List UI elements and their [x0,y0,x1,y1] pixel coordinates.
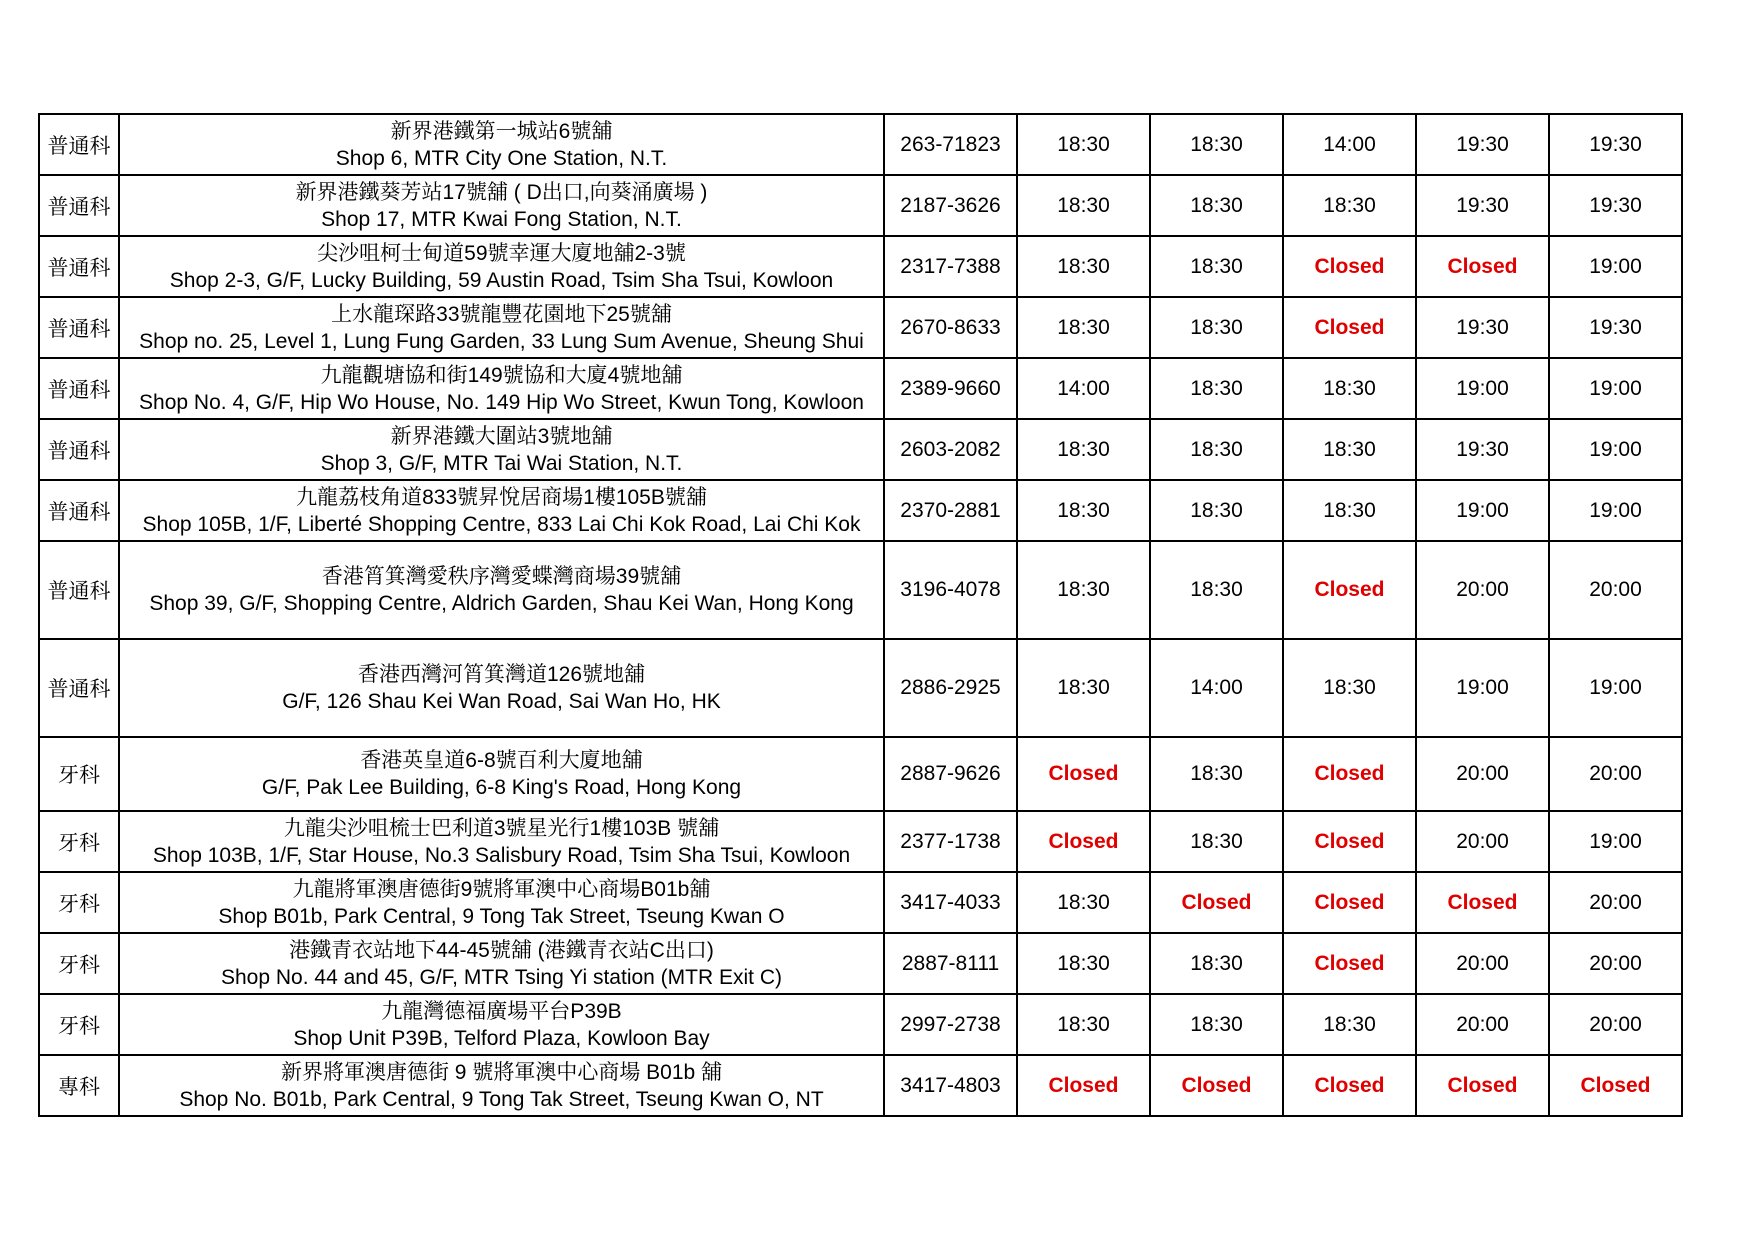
closing-time-cell: 18:30 [1150,297,1283,358]
closing-time-cell: Closed [1416,1055,1549,1116]
clinic-address [119,236,884,297]
clinic-address [119,358,884,419]
address-english: Shop 39, G/F, Shopping Centre, Aldrich Garden, Shau Kei Wan, Hong Kong [149,592,854,615]
clinic-schedule-table [38,113,1683,1117]
table-row [39,175,1682,236]
address-english: Shop 103B, 1/F, Star House, No.3 Salisbury Road, Tsim Sha Tsui, Kowloon [152,843,851,867]
clinic-category: 普通科 [39,480,119,541]
closing-time-cell: Closed [1416,872,1549,933]
clinic-category: 普通科 [39,297,119,358]
closing-time-cell: 20:00 [1549,994,1682,1055]
closing-time-cell: 18:30 [1150,933,1283,994]
closing-time-cell: Closed [1283,737,1416,811]
table-row [39,114,1682,175]
closing-time-cell: Closed [1283,933,1416,994]
closing-time-cell: Closed [1017,811,1150,872]
closing-time-cell: 18:30 [1283,175,1416,236]
closing-time-cell: Closed [1283,541,1416,639]
clinic-category: 牙科 [39,872,119,933]
address-chinese: 香港西灣河筲箕灣道126號地舖 [357,663,646,686]
clinic-phone: 2670-8633 [884,297,1017,358]
closing-time-cell: 18:30 [1150,811,1283,872]
closing-time-cell: 18:30 [1283,358,1416,419]
closing-time-cell: 20:00 [1416,737,1549,811]
closing-time-cell: 19:30 [1416,297,1549,358]
table-row [39,737,1682,811]
table-row [39,541,1682,639]
clinic-category: 普通科 [39,114,119,175]
closing-time-cell: 18:30 [1150,419,1283,480]
address-chinese: 九龍尖沙咀梳士巴利道3號星光行1樓103B 號舖 [283,816,720,840]
closing-time-cell: 18:30 [1017,541,1150,639]
table-row [39,297,1682,358]
closing-time-cell: 20:00 [1416,933,1549,994]
closing-time-cell: Closed [1416,236,1549,297]
clinic-category: 普通科 [39,358,119,419]
closing-time-cell: 14:00 [1150,639,1283,737]
closing-time-cell: 19:00 [1549,236,1682,297]
closing-time-cell: 14:00 [1283,114,1416,175]
closing-time-cell: 18:30 [1150,358,1283,419]
clinic-category: 專科 [39,1055,119,1116]
table-row [39,236,1682,297]
clinic-address [119,541,884,639]
address-chinese: 新界港鐵第一城站6號舖 [390,119,613,143]
closing-time-cell: 14:00 [1017,358,1150,419]
clinic-address [119,480,884,541]
address-chinese: 九龍將軍澳唐德街9號將軍澳中心商場B01b舖 [292,877,711,901]
closing-time-cell: 19:30 [1549,297,1682,358]
clinic-address [119,114,884,175]
closing-time-cell: 18:30 [1017,175,1150,236]
closing-time-cell: 18:30 [1017,236,1150,297]
address-english: G/F, 126 Shau Kei Wan Road, Sai Wan Ho, HK [282,690,721,713]
clinic-category: 牙科 [39,933,119,994]
closing-time-cell: 18:30 [1150,737,1283,811]
closing-time-cell: 18:30 [1017,872,1150,933]
table-row [39,933,1682,994]
address-chinese: 香港英皇道6-8號百利大廈地舖 [360,749,643,772]
clinic-phone: 3196-4078 [884,541,1017,639]
clinic-category: 普通科 [39,236,119,297]
closing-time-cell: 20:00 [1549,737,1682,811]
address-chinese: 九龍灣德福廣場平台P39B [381,999,622,1023]
closing-time-cell: 20:00 [1416,994,1549,1055]
address-english: Shop B01b, Park Central, 9 Tong Tak Street, Tseung Kwan O [218,904,785,928]
table-row [39,872,1682,933]
closing-time-cell: 19:30 [1416,419,1549,480]
address-english: Shop 2-3, G/F, Lucky Building, 59 Austin Road, Tsim Sha Tsui, Kowloon [169,268,834,292]
address-chinese: 新界將軍澳唐德街 9 號將軍澳中心商場 B01b 舖 [280,1060,723,1084]
address-chinese: 新界港鐵大圍站3號地舖 [390,424,613,448]
closing-time-cell: 18:30 [1017,639,1150,737]
clinic-address [119,419,884,480]
clinic-phone: 2997-2738 [884,994,1017,1055]
address-chinese: 港鐵青衣站地下44-45號舖 (港鐵青衣站C出口) [289,938,714,962]
closing-time-cell: 20:00 [1416,811,1549,872]
address-english: Shop Unit P39B, Telford Plaza, Kowloon Bay [293,1026,710,1050]
clinic-phone: 2377-1738 [884,811,1017,872]
clinic-category: 普通科 [39,419,119,480]
clinic-phone: 3417-4033 [884,872,1017,933]
clinic-category: 普通科 [39,639,119,737]
clinic-phone: 2886-2925 [884,639,1017,737]
closing-time-cell: 19:30 [1549,175,1682,236]
clinic-address [119,639,884,737]
clinic-address [119,737,884,811]
address-english: Shop no. 25, Level 1, Lung Fung Garden, 33 Lung Sum Avenue, Sheung Shui [139,329,864,353]
clinic-category: 牙科 [39,811,119,872]
address-chinese: 九龍荔枝角道833號昇悅居商場1樓105B號舖 [296,485,707,509]
address-chinese: 上水龍琛路33號龍豐花園地下25號舖 [331,302,672,326]
clinic-address [119,994,884,1055]
closing-time-cell: 18:30 [1283,419,1416,480]
table-row [39,811,1682,872]
address-english: Shop No. 44 and 45, G/F, MTR Tsing Yi station (MTR Exit C) [221,965,782,989]
address-english: Shop No. B01b, Park Central, 9 Tong Tak Street, Tseung Kwan O, NT [179,1087,824,1111]
address-chinese: 香港筲箕灣愛秩序灣愛蝶灣商場39號舖 [321,565,682,588]
closing-time-cell: 18:30 [1017,933,1150,994]
closing-time-cell: 18:30 [1150,994,1283,1055]
clinic-phone: 2370-2881 [884,480,1017,541]
closing-time-cell: 18:30 [1283,994,1416,1055]
closing-time-cell: 19:30 [1549,114,1682,175]
closing-time-cell: 19:00 [1416,639,1549,737]
clinic-address [119,872,884,933]
closing-time-cell: 18:30 [1017,419,1150,480]
closing-time-cell: 19:00 [1549,639,1682,737]
clinic-phone: 3417-4803 [884,1055,1017,1116]
address-chinese: 新界港鐵葵芳站17號舖 ( D出口,向葵涌廣場 ) [295,180,708,204]
clinic-category: 普通科 [39,175,119,236]
clinic-category: 牙科 [39,994,119,1055]
closing-time-cell: Closed [1283,872,1416,933]
closing-time-cell: 18:30 [1017,994,1150,1055]
closing-time-cell: 20:00 [1416,541,1549,639]
address-english: Shop 3, G/F, MTR Tai Wai Station, N.T. [320,451,683,475]
closing-time-cell: 18:30 [1017,480,1150,541]
address-english: Shop 6, MTR City One Station, N.T. [335,146,668,170]
clinic-category: 普通科 [39,541,119,639]
clinic-phone: 263-71823 [884,114,1017,175]
clinic-address [119,1055,884,1116]
table-row [39,480,1682,541]
clinic-phone: 2887-8111 [884,933,1017,994]
schedule-table-body [39,114,1682,1116]
clinic-phone: 2603-2082 [884,419,1017,480]
closing-time-cell: 20:00 [1549,872,1682,933]
table-row [39,639,1682,737]
clinic-address [119,297,884,358]
closing-time-cell: 18:30 [1150,480,1283,541]
closing-time-cell: Closed [1017,737,1150,811]
clinic-phone: 2317-7388 [884,236,1017,297]
closing-time-cell: Closed [1017,1055,1150,1116]
closing-time-cell: Closed [1549,1055,1682,1116]
closing-time-cell: 18:30 [1283,639,1416,737]
closing-time-cell: 18:30 [1017,297,1150,358]
clinic-phone: 2187-3626 [884,175,1017,236]
closing-time-cell: 18:30 [1150,175,1283,236]
table-row [39,1055,1682,1116]
closing-time-cell: 19:00 [1416,480,1549,541]
closing-time-cell: 20:00 [1549,933,1682,994]
closing-time-cell: 18:30 [1150,114,1283,175]
closing-time-cell: 20:00 [1549,541,1682,639]
closing-time-cell: 18:30 [1150,541,1283,639]
closing-time-cell: 18:30 [1017,114,1150,175]
clinic-phone: 2389-9660 [884,358,1017,419]
closing-time-cell: Closed [1150,872,1283,933]
closing-time-cell: 19:00 [1549,358,1682,419]
address-english: G/F, Pak Lee Building, 6-8 King's Road, Hong Kong [261,776,742,799]
closing-time-cell: 19:00 [1549,419,1682,480]
closing-time-cell: 18:30 [1150,236,1283,297]
table-row [39,358,1682,419]
closing-time-cell: Closed [1283,811,1416,872]
table-row [39,419,1682,480]
closing-time-cell: Closed [1283,297,1416,358]
address-chinese: 尖沙咀柯士甸道59號幸運大廈地舖2-3號 [317,241,686,265]
address-english: Shop 105B, 1/F, Liberté Shopping Centre, 833 Lai Chi Kok Road, Lai Chi Kok [142,512,861,536]
closing-time-cell: Closed [1283,236,1416,297]
closing-time-cell: Closed [1150,1055,1283,1116]
closing-time-cell: Closed [1283,1055,1416,1116]
clinic-address [119,933,884,994]
clinic-category: 牙科 [39,737,119,811]
clinic-address [119,811,884,872]
clinic-phone: 2887-9626 [884,737,1017,811]
address-english: Shop 17, MTR Kwai Fong Station, N.T. [321,207,682,231]
closing-time-cell: 19:30 [1416,114,1549,175]
address-english: Shop No. 4, G/F, Hip Wo House, No. 149 Hip Wo Street, Kwun Tong, Kowloon [139,390,864,414]
closing-time-cell: 19:00 [1416,358,1549,419]
closing-time-cell: 19:00 [1549,480,1682,541]
clinic-address [119,175,884,236]
address-chinese: 九龍觀塘協和街149號協和大廈4號地舖 [320,363,683,387]
closing-time-cell: 19:30 [1416,175,1549,236]
closing-time-cell: 18:30 [1283,480,1416,541]
closing-time-cell: 19:00 [1549,811,1682,872]
table-row [39,994,1682,1055]
